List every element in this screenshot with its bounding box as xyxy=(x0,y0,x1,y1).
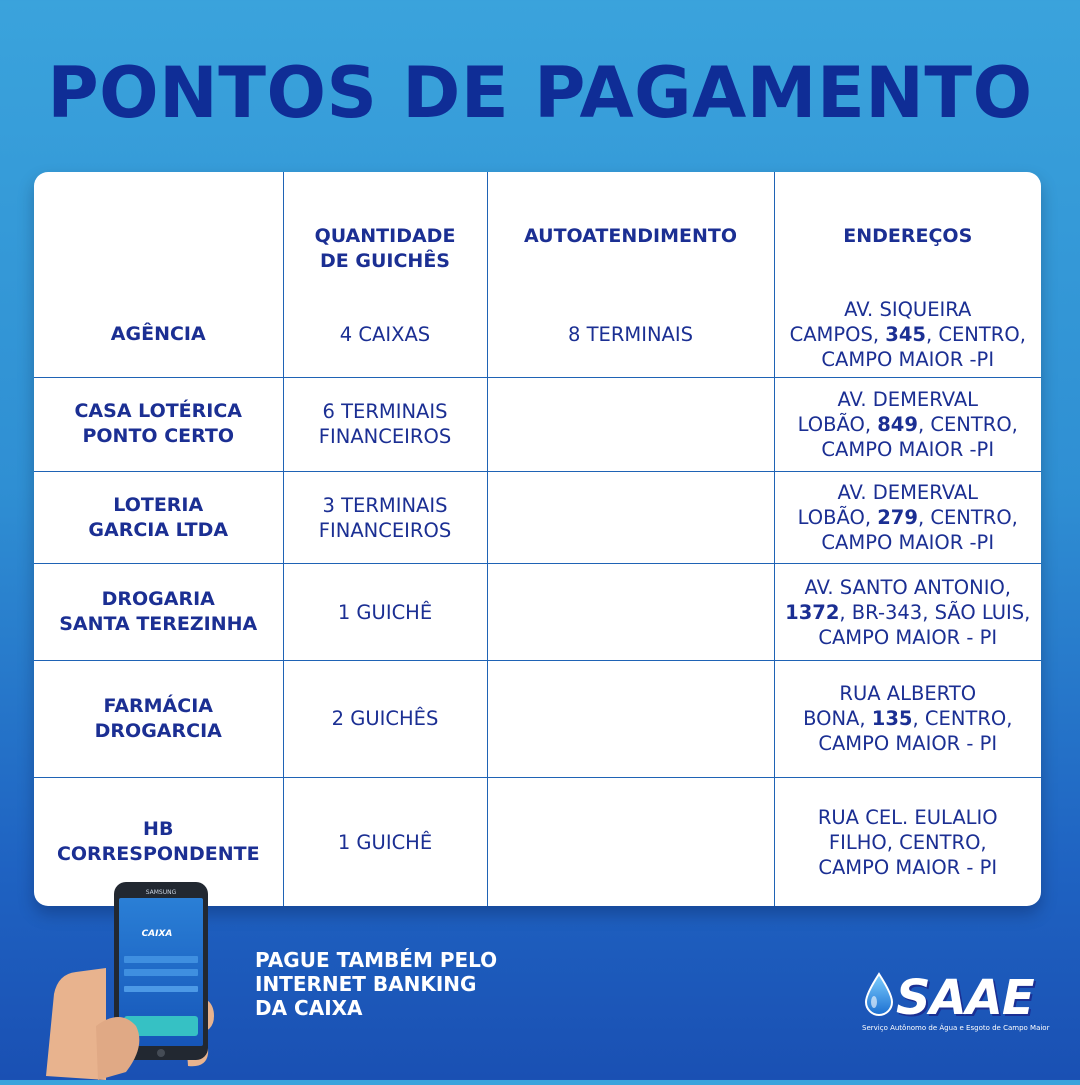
row-name xyxy=(34,564,283,660)
row-name-line: CASA LOTÉRICA xyxy=(74,400,243,423)
row-name-line: DROGARIA xyxy=(101,588,215,611)
row-endereco xyxy=(774,660,1041,777)
table-row xyxy=(34,293,1041,377)
row-endereco-line: RUA CEL. EULALIO xyxy=(817,805,998,829)
row-endereco-line: CAMPO MAIOR -PI xyxy=(821,437,995,461)
row-endereco-line: AV. SIQUEIRA xyxy=(844,298,972,322)
row-endereco-line: CAMPO MAIOR -PI xyxy=(821,531,995,555)
phone-app-logo: CAIXA xyxy=(141,929,173,939)
address-number: 1372 xyxy=(785,600,840,624)
payment-points-table-card xyxy=(34,172,1041,906)
row-autoatendimento xyxy=(487,564,774,660)
table-header-row xyxy=(34,172,1041,293)
row-name xyxy=(34,472,283,564)
phone-brand: SAMSUNG xyxy=(145,889,177,896)
row-endereco-line: LOBÃO, 279, CENTRO, xyxy=(797,506,1018,530)
row-endereco xyxy=(774,564,1041,660)
address-number: 135 xyxy=(871,707,913,731)
row-quantidade-line: 3 TERMINAIS xyxy=(322,493,448,517)
header-line: QUANTIDADE xyxy=(314,225,456,247)
row-endereco-line: RUA ALBERTO xyxy=(839,682,977,706)
row-endereco-line: 1372, BR-343, SÃO LUIS, xyxy=(785,600,1031,624)
row-quantidade-line: 2 GUICHÊS xyxy=(331,707,439,731)
row-endereco-line: CAMPO MAIOR - PI xyxy=(818,625,998,649)
water-drop-icon xyxy=(862,972,896,1018)
row-name-line: FARMÁCIA xyxy=(103,694,213,717)
row-quantidade-line: 1 GUICHÊ xyxy=(337,600,433,624)
row-name xyxy=(34,377,283,471)
promo-line: PAGUE TAMBÉM PELO xyxy=(255,948,498,972)
row-endereco-line: CAMPO MAIOR -PI xyxy=(821,348,995,372)
row-name-line: HB xyxy=(143,818,174,841)
page-title: PONTOS DE PAGAMENTO xyxy=(47,52,1033,134)
row-endereco-line: CAMPO MAIOR - PI xyxy=(818,732,998,756)
row-endereco-line: LOBÃO, 849, CENTRO, xyxy=(797,412,1018,436)
row-quantidade-line: 4 CAIXAS xyxy=(339,323,431,347)
row-autoatendimento xyxy=(487,377,774,471)
row-endereco-line: FILHO, CENTRO, xyxy=(828,830,987,854)
header-enderecos: ENDEREÇOS xyxy=(774,172,1041,293)
row-name-line: SANTA TEREZINHA xyxy=(59,613,258,636)
address-number: 849 xyxy=(877,412,918,436)
header-autoatendimento: AUTOATENDIMENTO xyxy=(487,172,774,293)
row-quantidade-line: 6 TERMINAIS xyxy=(322,400,448,424)
phone-icon xyxy=(36,876,226,1080)
row-quantidade xyxy=(283,778,487,906)
header-line: DE GUICHÊS xyxy=(320,250,450,272)
row-endereco-line: CAMPOS, 345, CENTRO, xyxy=(789,323,1026,347)
row-autoatendimento xyxy=(487,472,774,564)
row-endereco-line: BONA, 135, CENTRO, xyxy=(803,707,1013,731)
header-quantidade xyxy=(283,172,487,293)
row-autoatendimento xyxy=(487,778,774,906)
row-autoatendimento: 8 TERMINAIS xyxy=(487,293,774,377)
logo-name: SAAE xyxy=(896,970,1034,1026)
row-endereco-line: AV. DEMERVAL xyxy=(837,481,979,505)
row-quantidade xyxy=(283,293,487,377)
saae-logo xyxy=(862,966,1050,1038)
row-name-line: DROGARCIA xyxy=(94,719,222,742)
row-endereco xyxy=(774,778,1041,906)
row-endereco xyxy=(774,377,1041,471)
row-name xyxy=(34,660,283,777)
address-number: 345 xyxy=(885,323,926,347)
phone-illustration xyxy=(36,876,226,1080)
row-endereco-line: CAMPO MAIOR - PI xyxy=(818,855,998,879)
table-row xyxy=(34,472,1041,564)
row-quantidade xyxy=(283,660,487,777)
row-quantidade-line: FINANCEIROS xyxy=(318,518,452,542)
row-autoatendimento xyxy=(487,660,774,777)
address-number: 279 xyxy=(877,506,918,530)
row-quantidade xyxy=(283,377,487,471)
table-row xyxy=(34,564,1041,660)
row-quantidade-line: 1 GUICHÊ xyxy=(337,830,433,854)
row-name-line: CORRESPONDENTE xyxy=(56,843,260,866)
row-endereco-line: AV. DEMERVAL xyxy=(837,387,979,411)
row-name-line: LOTERIA xyxy=(113,493,204,516)
row-endereco xyxy=(774,293,1041,377)
payment-points-table xyxy=(34,172,1041,906)
promo-line: INTERNET BANKING xyxy=(255,972,477,996)
header-empty xyxy=(34,172,283,293)
internet-banking-promo xyxy=(255,948,555,1020)
table-row xyxy=(34,377,1041,471)
table-row xyxy=(34,660,1041,777)
row-endereco-line: AV. SANTO ANTONIO, xyxy=(804,575,1011,599)
row-quantidade xyxy=(283,564,487,660)
promo-line: DA CAIXA xyxy=(255,996,363,1020)
row-quantidade xyxy=(283,472,487,564)
row-name-line: PONTO CERTO xyxy=(82,425,235,448)
row-endereco xyxy=(774,472,1041,564)
row-name-line: GARCIA LTDA xyxy=(88,518,229,541)
row-name xyxy=(34,293,283,377)
logo-subtitle: Serviço Autônomo de Água e Esgoto de Campo Maior xyxy=(862,1024,1050,1032)
row-name-line: AGÊNCIA xyxy=(110,323,206,346)
row-quantidade-line: FINANCEIROS xyxy=(318,425,452,449)
